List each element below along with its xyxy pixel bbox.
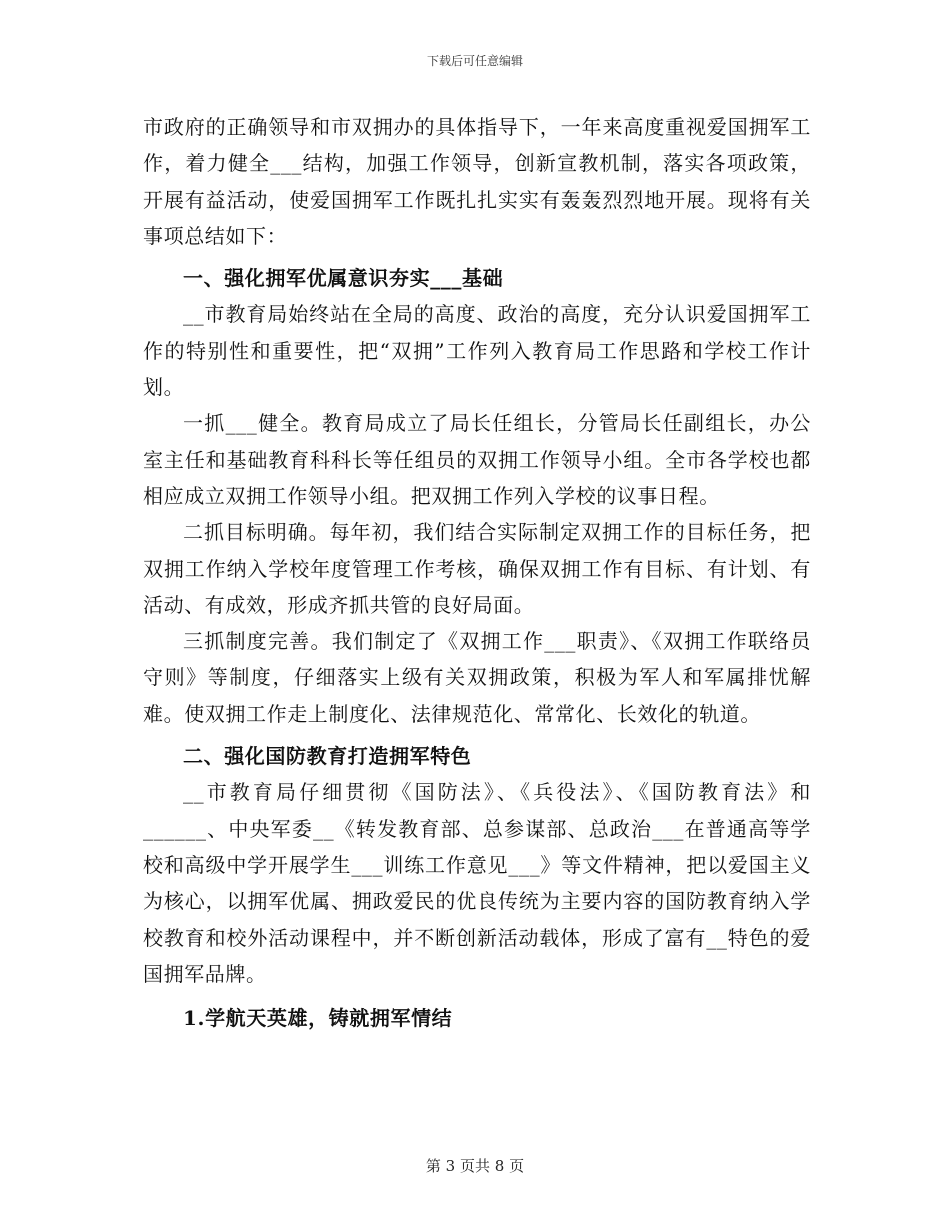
page-footer: 第 3 页共 8 页 xyxy=(425,1157,525,1175)
paragraph-intro: 市政府的正确领导和市双拥办的具体指导下，一年来高度重视爱国拥军工作，着力健全___结构，加强工作领导，创新宣教机制，落实各项政策，开展有益活动，使爱国拥军工作既扎扎实实有轰轰烈烈地开展。现将有关事项总结如下： xyxy=(143,115,811,248)
paragraph-section1-intro: __市教育局始终站在全局的高度、政治的高度，充分认识爱国拥军工作的特别性和重要性，把“双拥”工作列入教育局工作思路和学校工作计划。 xyxy=(143,302,811,400)
subsection-heading-1: 1.学航天英雄，铸就拥军情结 xyxy=(183,1006,453,1031)
page-header: 下载后可任意编辑 xyxy=(426,54,523,68)
section-heading-1: 一、强化拥军优属意识夯实___基础 xyxy=(183,266,504,291)
paragraph-section2-intro: __市教育局仔细贯彻《国防法》、《兵役法》、《国防教育法》和______、中央军委__《转发教育部、总参谋部、总政治___在普通高等学校和高级中学开展学生___训练工作意见___》等文件精神，把以爱国主义为核心，以拥军优属、拥政爱民的优良传统为主要内容的国防教育纳入学校教育和校外活动课程中，并不断创新活动载体，形成了富有__特色的爱国拥军品牌。 xyxy=(143,780,811,986)
paragraph-second-grasp: 二抓目标明确。每年初，我们结合实际制定双拥工作的目标任务，把双拥工作纳入学校年度管理工作考核，确保双拥工作有目标、有计划、有活动、有成效，形成齐抓共管的良好局面。 xyxy=(143,520,811,617)
paragraph-first-grasp: 一抓___健全。教育局成立了局长任组长，分管局长任副组长，办公室主任和基础教育科科长等任组员的双拥工作领导小组。全市各学校也都相应成立双拥工作领导小组。把双拥工作列入学校的议事日程。 xyxy=(143,411,811,508)
section-heading-2: 二、强化国防教育打造拥军特色 xyxy=(183,744,472,769)
document-body xyxy=(143,109,811,1036)
paragraph-third-grasp: 三抓制度完善。我们制定了《双拥工作___职责》、《双拥工作联络员守则》等制度，仔细落实上级有关双拥政策，积极为军人和军属排忧解难。使双拥工作走上制度化、法律规范化、常常化、长效化的轨道。 xyxy=(143,629,811,726)
